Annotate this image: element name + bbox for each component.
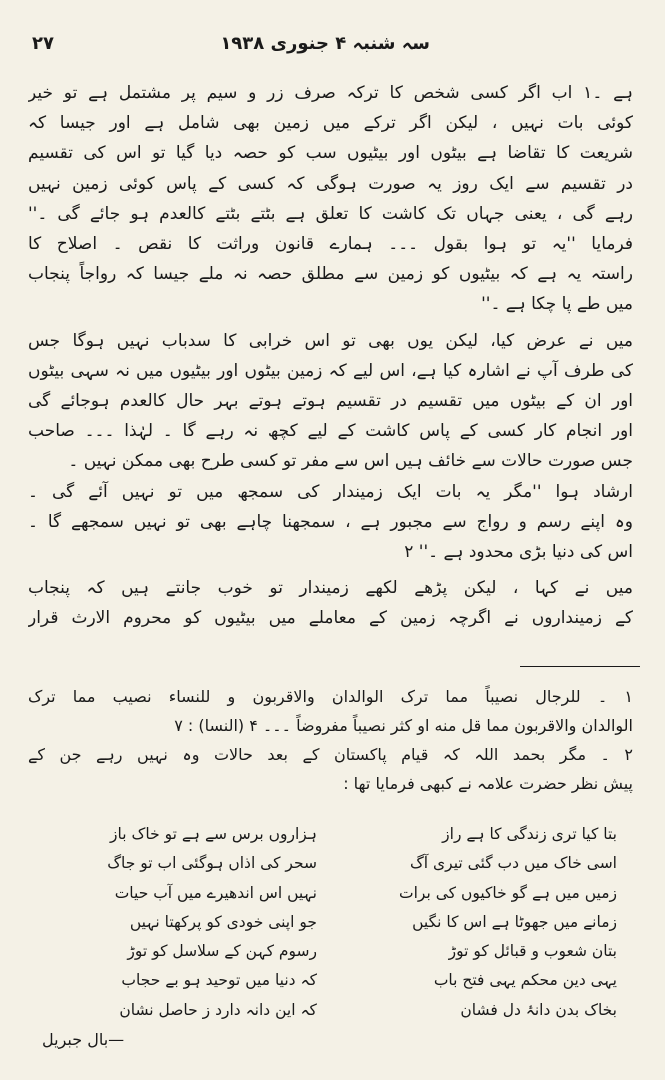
paragraph-1	[28, 78, 633, 320]
text-line: فرمایا ''یہ تو ہوا بقول ۔۔۔ ہمارے قانون وراثت کا نقص ۔ اصلاح کا	[28, 234, 633, 255]
text-line: اور انجام کار کسی کے پاس کاشت کے لیے کچھ نہ رہے گا ۔ لہٰذا ۔۔۔ صاحب	[28, 421, 633, 442]
text-line: میں نے عرض کیا، لیکن یوں بھی تو اس خرابی کا سدباب نہیں ہوگا جس	[28, 330, 633, 351]
footnote-divider	[520, 666, 640, 667]
poem-couplet	[40, 879, 617, 908]
poem-verse-left: نہیں اس اندھیرے میں آب حیات	[114, 883, 317, 902]
text-line: کوئی بات نہیں ، لیکن اگر ترکے میں زمین بھی شامل ہے اور جیسا کہ	[28, 113, 633, 134]
poem-verse-left: کہ این دانہ دارد ز حاصل نشان	[119, 1000, 317, 1019]
poem-source: —بال جبریل	[42, 1030, 125, 1049]
text-line: کے زمینداروں نے اگرچہ زمین کے معاملے میں بیٹیوں کو محروم الارث قرار	[28, 608, 633, 629]
poem-verse-left: سحر کی اذاں ہوگئی اب تو جاگ	[107, 854, 317, 873]
paragraph-2	[28, 326, 633, 477]
paragraph-3	[28, 477, 633, 568]
footnotes	[28, 682, 633, 798]
poem-verse-right: بتا کیا تری زندگی کا ہے راز	[442, 825, 617, 843]
poem-verse-right: زمانے میں جھوٹا ہے اس کا نگیں	[412, 912, 617, 931]
paragraph-4	[28, 573, 633, 633]
poem-verse-left: کہ دنیا میں توحید ہو بے حجاب	[121, 971, 317, 990]
poem-verse-right: یہی دین محکم یہی فتح باب	[433, 971, 617, 990]
text-line: وہ اپنے رسم و رواج سے مجبور ہے ، سمجھنا چاہے بھی تو نہیں سمجھے گا ۔	[28, 511, 633, 532]
text-line: در تقسیم سے ایک روز یہ صورت ہوگی کہ کسی کے پاس کوئی زمین نہیں	[28, 173, 633, 194]
poem-couplet	[40, 908, 617, 937]
text-line: اور ان کے بیٹوں میں تقسیم در تقسیم ہوتے ہوتے بہر حال کالعدم ہوجائے گی	[28, 391, 633, 412]
text-line: میں نے کہا ، لیکن پڑھے لکھے زمیندار تو خوب جانتے ہیں کہ پنجاب	[28, 578, 633, 599]
page-number: ۲۷	[32, 32, 54, 54]
page-title: سہ شنبہ ۴ جنوری ۱۹۳۸	[220, 32, 430, 54]
footnote-line: ۱ ۔ للرجال نصیباً مما ترک الوالدان والاقربون و للنساء نصیب مما ترک	[28, 687, 633, 706]
poem-couplet	[40, 820, 617, 849]
poem-verse-right: اسی خاک میں دب گئی تیری آگ	[409, 854, 617, 873]
poem-verse-right: بتان شعوب و قبائل کو توڑ	[448, 942, 617, 961]
poem-verse-right: زمیں میں ہے گو خاکیوں کی برات	[399, 883, 617, 902]
poem-couplet	[40, 966, 617, 995]
main-text	[28, 78, 633, 634]
text-line: رہے گی ، یعنی جہاں تک کاشت کا تعلق ہے بٹتے بٹتے کالعدم ہو جائے گی ۔''	[28, 203, 633, 224]
poem-couplet	[40, 849, 617, 878]
footnote-line: ۲ ۔ مگر بحمد اللہ کہ قیام پاکستان کے بعد حالات وہ نہیں رہے جن کے	[28, 745, 633, 764]
text-line: اس کی دنیا بڑی محدود ہے ۔'' ۲	[404, 542, 633, 563]
poem-couplet	[40, 996, 617, 1025]
page-header	[32, 30, 635, 56]
footnote-line: الوالدان والاقربون مما قل منه او کثر نصیباً مفروضاً ۔۔۔ ۴ (النسا) : ۷	[174, 716, 633, 735]
poem	[40, 820, 617, 1025]
text-line: جس صورت حالات سے خائف ہیں اس سے مفر تو کسی طرح بھی ممکن نہیں ۔	[68, 451, 633, 472]
text-line: کی طرف آپ نے اشارہ کیا ہے، اس لیے کہ زمین بیٹوں اور بیٹیوں میں نہ سہی بیٹوں	[28, 360, 633, 381]
text-line: ہے ۔۱ اب اگر کسی شخص کا ترکہ صرف زر و سیم پر مشتمل ہے تو خیر	[28, 83, 633, 103]
footnote-line: پیش نظر حضرت علامہ نے کبھی فرمایا تھا :	[343, 774, 633, 793]
poem-verse-left: رسوم کہن کے سلاسل کو توڑ	[127, 942, 317, 961]
poem-verse-right: بخاک بدن دانۂ دل فشان	[460, 1000, 617, 1019]
text-line: شریعت کا تقاضا ہے بیٹوں اور بیٹیوں سب کو حصہ دیا گیا تو اس کی تقسیم	[28, 143, 633, 164]
text-line: ارشاد ہوا ''مگر یہ بات ایک زمیندار کی سمجھ میں تو نہیں آئے گی ۔	[28, 481, 633, 502]
poem-verse-left: ہزاروں برس سے ہے تو خاک باز	[110, 825, 317, 843]
poem-verse-left: جو اپنی خودی کو پرکھتا نہیں	[129, 912, 317, 931]
poem-couplet	[40, 937, 617, 966]
text-line: راستہ یہ ہے کہ بیٹیوں کو زمین سے مطلق حصہ نہ ملے جیسا کہ رواجاً پنجاب	[28, 264, 633, 285]
text-line: میں طے پا چکا ہے ۔''	[481, 294, 633, 315]
